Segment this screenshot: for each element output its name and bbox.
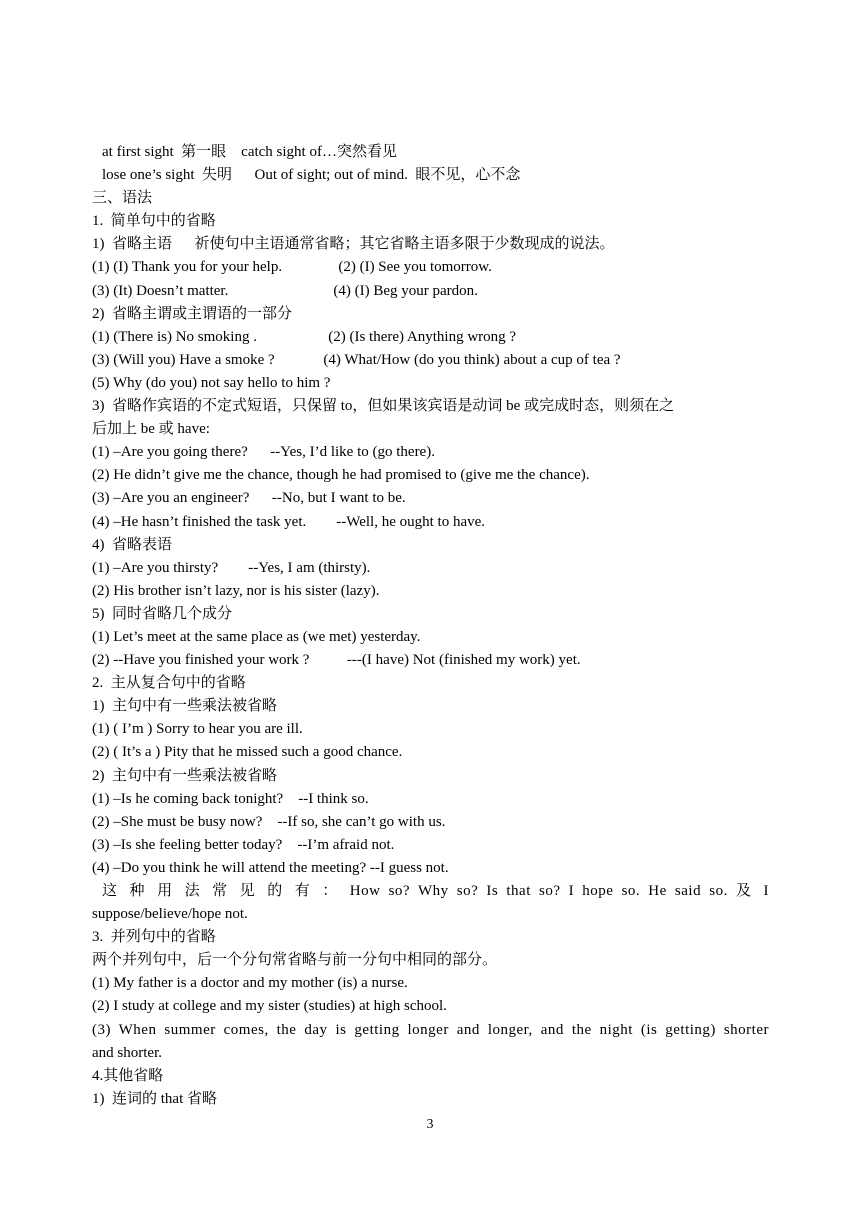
document-body: [92, 141, 769, 1111]
text-line: (3) (It) Doesn’t matter. (4) (I) Beg your pardon.: [92, 282, 478, 299]
text-line: lose one’s sight 失明 Out of sight; out of mind. 眼不见，心不念: [102, 167, 521, 184]
text-line: (2) --Have you finished your work ? ---(I have) Not (finished my work) yet.: [92, 652, 581, 669]
text-line: (1) ( I’m ) Sorry to hear you are ill.: [92, 721, 303, 738]
text-line: (1) (There is) No smoking . (2) (Is there) Anything wrong ?: [92, 328, 517, 345]
text-line: (3) –Are you an engineer? --No, but I want to be.: [92, 490, 406, 507]
text-line: (3) –Is she feeling better today? --I’m afraid not.: [92, 836, 395, 853]
text-line: (1) (I) Thank you for your help. (2) (I) See you tomorrow.: [92, 259, 492, 276]
text-line: (5) Why (do you) not say hello to him ?: [92, 374, 331, 391]
text-line: (3) (Will you) Have a smoke ? (4) What/How (do you think) about a cup of tea ?: [92, 351, 621, 368]
text-line: (3) When summer comes, the day is getting longer and longer, and the night (is getting) shorter: [92, 1021, 769, 1038]
text-line: 这 种 用 法 常 见 的 有 ： How so? Why so? Is that so? I hope so. He said so. 及 I: [102, 883, 769, 899]
subsection-heading: 3. 并列句中的省略: [92, 929, 216, 946]
text-line: (1) My father is a doctor and my mother (is) a nurse.: [92, 975, 408, 992]
text-line: 后加上 be 或 have:: [92, 421, 210, 438]
section-heading: 三、语法: [92, 190, 153, 207]
text-line: (2) He didn’t give me the chance, though he had promised to (give me the chance).: [92, 467, 590, 484]
text-line: (1) –Are you thirsty? --Yes, I am (thirsty).: [92, 559, 371, 576]
text-line: 1) 主句中有一些乘法被省略: [92, 698, 277, 715]
subsection-heading: 2. 主从复合句中的省略: [92, 675, 246, 692]
text-line: 两个并列句中，后一个分句常省略与前一分句中相同的部分。: [92, 952, 498, 969]
text-line: 5) 同时省略几个成分: [92, 605, 232, 622]
text-line: and shorter.: [92, 1044, 162, 1061]
subsection-heading: 1. 简单句中的省略: [92, 213, 216, 230]
text-line: (1) –Are you going there? --Yes, I’d like to (go there).: [92, 444, 435, 461]
text-line: (1) Let’s meet at the same place as (we met) yesterday.: [92, 628, 421, 645]
text-line: (2) –She must be busy now? --If so, she can’t go with us.: [92, 813, 446, 830]
text-line: (1) –Is he coming back tonight? --I think so.: [92, 790, 369, 807]
text-line: (4) –He hasn’t finished the task yet. --Well, he ought to have.: [92, 513, 486, 530]
text-line: 3) 省略作宾语的不定式短语，只保留 to，但如果该宾语是动词 be 或完成时态，则须在之: [92, 398, 675, 415]
text-line: (2) ( It’s a ) Pity that he missed such a good chance.: [92, 744, 403, 761]
text-line: 2) 省略主谓或主谓语的一部分: [92, 305, 292, 322]
text-line: 4) 省略表语: [92, 536, 172, 553]
text-line: 2) 主句中有一些乘法被省略: [92, 767, 277, 784]
text-line: (2) I study at college and my sister (studies) at high school.: [92, 998, 447, 1015]
text-line: 1) 省略主语 祈使句中主语通常省略；其它省略主语多限于少数现成的说法。: [92, 236, 615, 253]
text-line: (2) His brother isn’t lazy, nor is his sister (lazy).: [92, 582, 380, 599]
text-line: 1) 连词的 that 省略: [92, 1090, 217, 1107]
text-line: at first sight 第一眼 catch sight of…突然看见: [102, 144, 397, 160]
text-line: (4) –Do you think he will attend the meeting? --I guess not.: [92, 859, 449, 876]
text-line: suppose/believe/hope not.: [92, 906, 248, 923]
subsection-heading: 4.其他省略: [92, 1067, 164, 1084]
page-number: 3: [426, 1117, 434, 1132]
